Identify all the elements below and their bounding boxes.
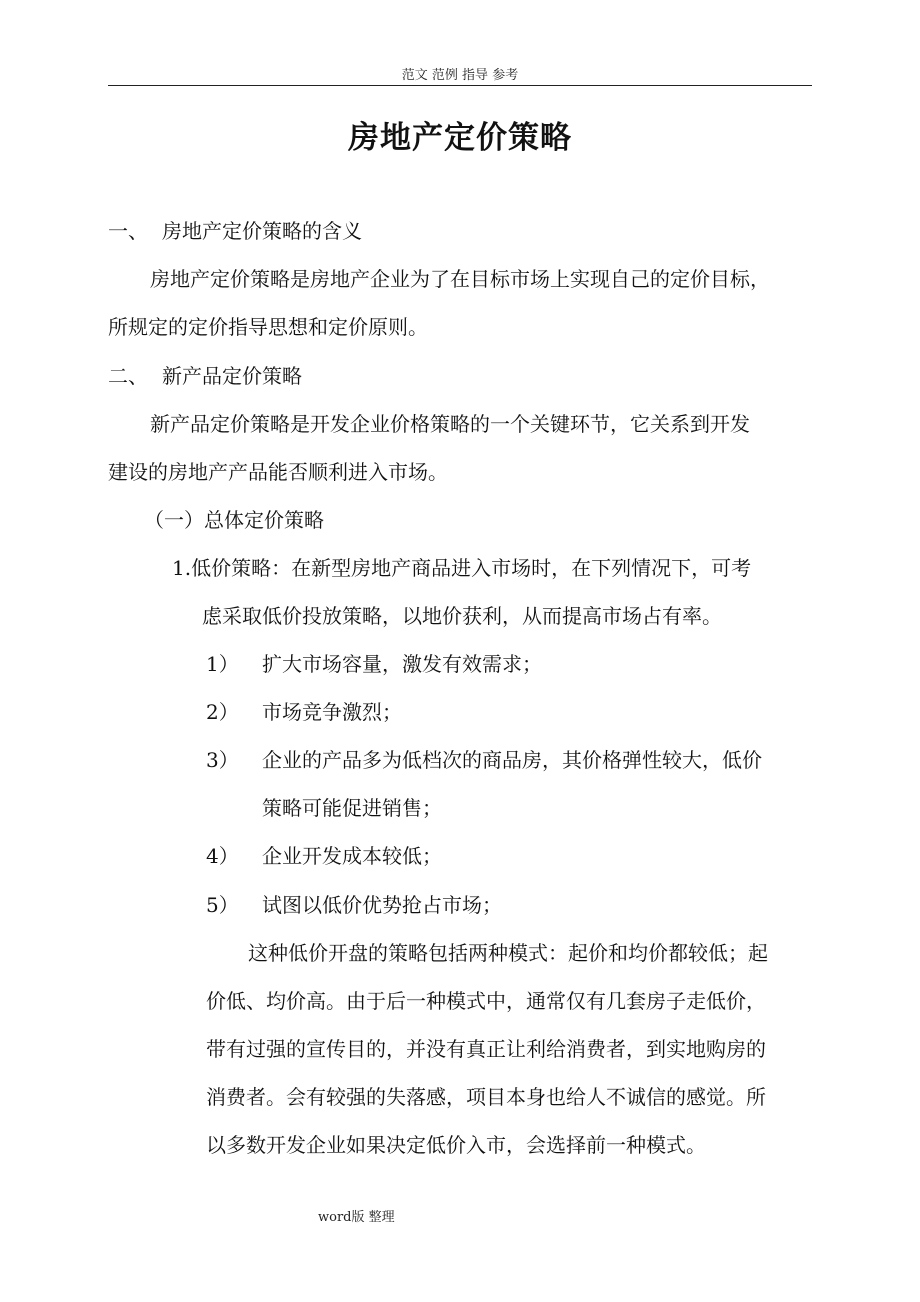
header-rule: [108, 85, 812, 86]
paragraph-line: 消费者。会有较强的失落感，项目本身也给人不诚信的感觉。所: [206, 1085, 766, 1109]
section-heading: [108, 216, 362, 246]
item-text-continued: 策略可能促进销售；: [262, 796, 442, 820]
item-number: 5）: [206, 893, 239, 917]
item-text: 企业的产品多为低档次的商品房，其价格弹性较大，低价: [262, 748, 762, 772]
paragraph-line: 建设的房地产产品能否顺利进入市场。: [108, 460, 448, 484]
item-text: 扩大市场容量，激发有效需求；: [262, 652, 542, 676]
item-number: 3）: [206, 748, 239, 772]
list-item: [206, 745, 762, 775]
paragraph-line: 这种低价开盘的策略包括两种模式：起价和均价都较低；起: [248, 941, 768, 965]
section-title: 房地产定价策略的含义: [162, 219, 362, 243]
point-text: 低价策略：在新型房地产商品进入市场时，在下列情况下，可考: [191, 556, 752, 580]
item-text: 试图以低价优势抢占市场；: [262, 893, 502, 917]
item-number: 2）: [206, 700, 239, 724]
subsection-heading: （一）总体定价策略: [144, 508, 324, 532]
list-item: [206, 890, 502, 920]
point-number: 1.: [172, 556, 192, 580]
point-text-continued: 虑采取低价投放策略，以地价获利，从而提高市场占有率。: [202, 604, 722, 628]
numbered-point: [172, 553, 751, 583]
document-title: 房地产定价策略: [348, 120, 572, 156]
page-header: 范文 范例 指导 参考: [401, 68, 519, 83]
section-heading: [108, 361, 302, 391]
section-number: 二、: [108, 364, 148, 388]
paragraph-line: 新产品定价策略是开发企业价格策略的一个关键环节，它关系到开发: [150, 412, 750, 436]
section-number: 一、: [108, 219, 148, 243]
paragraph-line: 所规定的定价指导思想和定价原则。: [108, 315, 428, 339]
paragraph-line: 房地产定价策略是房地产企业为了在目标市场上实现自己的定价目标，: [150, 267, 770, 291]
list-item: [206, 697, 402, 727]
list-item: [206, 649, 542, 679]
paragraph-line: 以多数开发企业如果决定低价入市，会选择前一种模式。: [206, 1133, 706, 1157]
paragraph-line: 价低、均价高。由于后一种模式中，通常仅有几套房子走低价，: [206, 989, 766, 1013]
item-text: 市场竞争激烈；: [262, 700, 402, 724]
paragraph-line: 带有过强的宣传目的，并没有真正让利给消费者，到实地购房的: [206, 1037, 766, 1061]
list-item: [206, 841, 442, 871]
item-number: 4）: [206, 844, 239, 868]
item-text: 企业开发成本较低；: [262, 844, 442, 868]
section-title: 新产品定价策略: [162, 364, 302, 388]
item-number: 1）: [206, 652, 239, 676]
page-footer: word版 整理: [318, 1210, 395, 1225]
